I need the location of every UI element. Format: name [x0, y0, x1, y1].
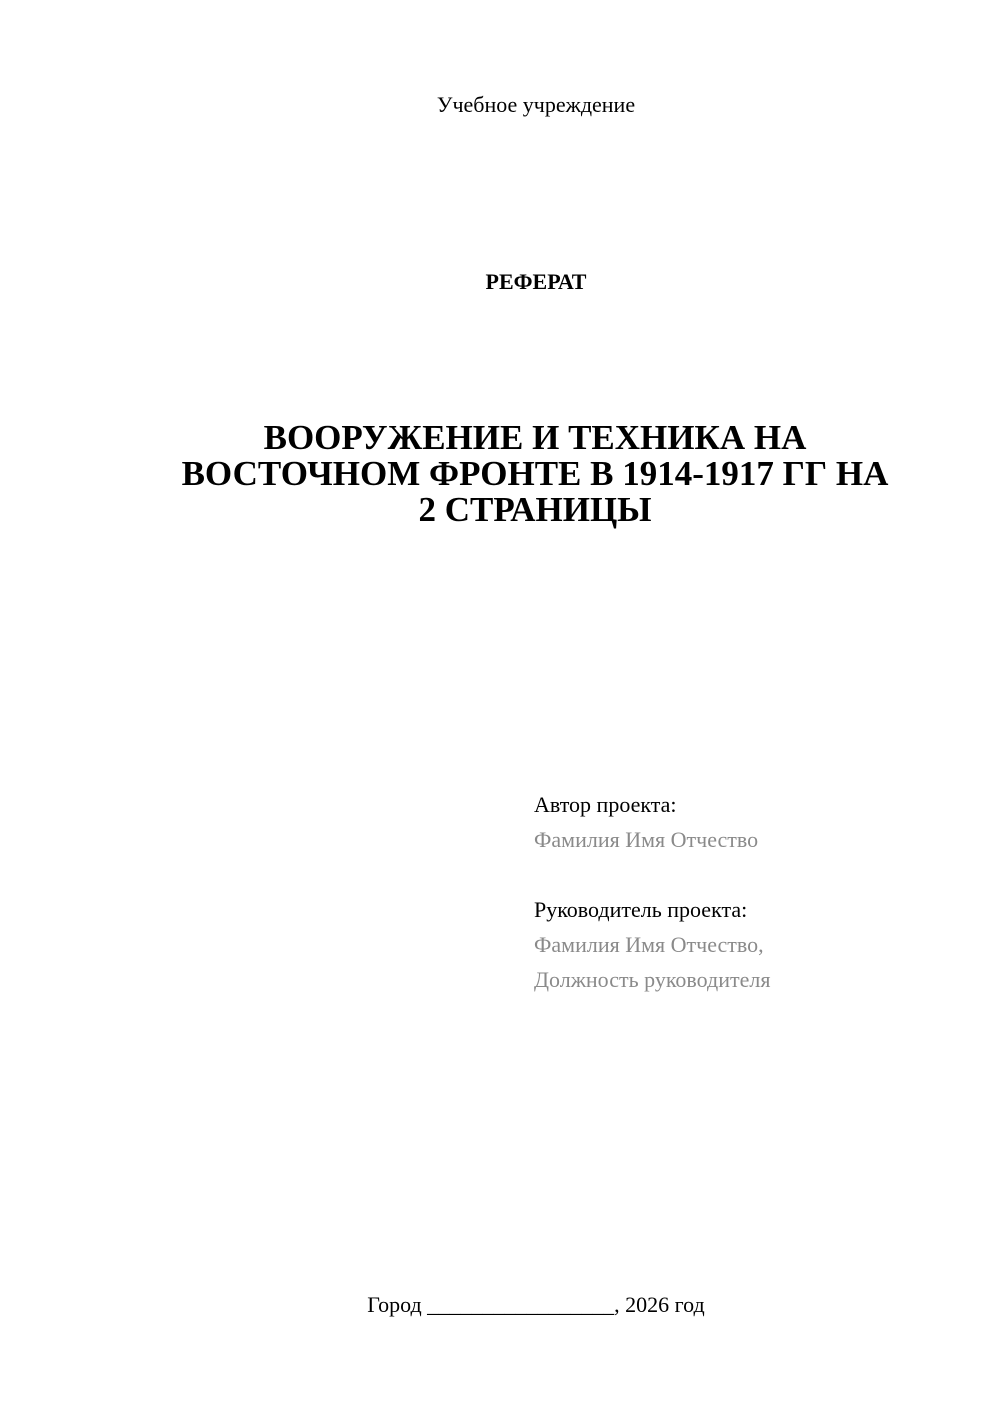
- institution-name: Учебное учреждение: [436, 92, 636, 117]
- author-name: Фамилия Имя Отчество: [534, 827, 759, 852]
- supervisor-label: Руководитель проекта:: [534, 897, 748, 922]
- title-line: 2 СТРАНИЦЫ: [418, 490, 652, 529]
- supervisor-name: Фамилия Имя Отчество,: [534, 932, 764, 957]
- city-year-footer: Город _________________, 2026 год: [367, 1292, 705, 1317]
- title-line: ВОСТОЧНОМ ФРОНТЕ В 1914-1917 ГГ НА: [181, 454, 889, 493]
- document-title: [130, 420, 940, 528]
- credits-block: [534, 787, 974, 997]
- title-line: ВООРУЖЕНИЕ И ТЕХНИКА НА: [263, 418, 807, 457]
- author-label: Автор проекта:: [534, 792, 677, 817]
- credits-spacer: [534, 857, 974, 892]
- document-type: РЕФЕРАТ: [485, 269, 587, 294]
- supervisor-position: Должность руководителя: [534, 967, 771, 992]
